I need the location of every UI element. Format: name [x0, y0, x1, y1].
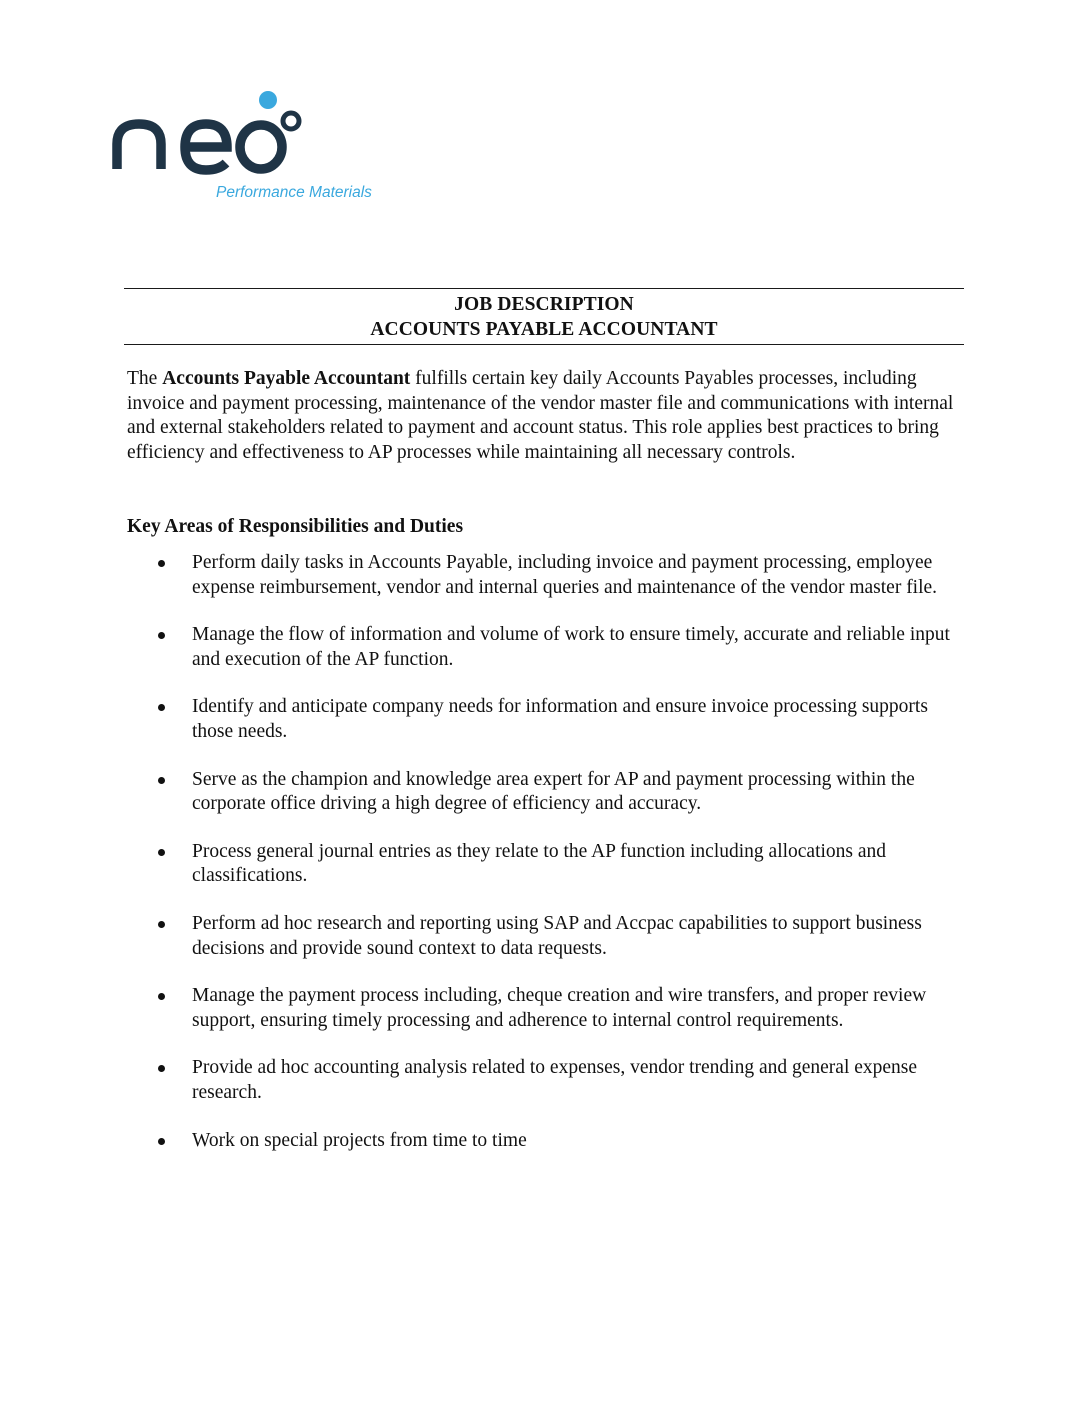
header-titles	[124, 289, 964, 344]
list-item	[127, 551, 962, 600]
list-item	[127, 840, 962, 889]
document-header	[124, 288, 964, 345]
bullet-icon	[158, 1138, 165, 1145]
duty-text: Provide ad hoc accounting analysis related to expenses, vendor trending and general expense research.	[192, 1057, 918, 1103]
list-item	[127, 984, 962, 1033]
bullet-icon	[158, 1065, 165, 1072]
duty-text: Process general journal entries as they relate to the AP function including allocations and classifications.	[192, 840, 887, 887]
duty-text: Perform ad hoc research and reporting using SAP and Accpac capabilities to support business decisions and provide sound context to data requests.	[192, 912, 922, 959]
section-heading: Key Areas of Responsibilities and Duties	[127, 516, 464, 537]
intro-paragraph	[127, 367, 957, 465]
bottom-rule	[124, 344, 964, 345]
list-item	[127, 695, 962, 744]
bullet-icon	[158, 993, 165, 1000]
duty-text: Manage the payment process including, cheque creation and wire transfers, and proper review support, ensuring timely processing and adherence to internal control requirements.	[192, 985, 927, 1031]
duty-text: Perform daily tasks in Accounts Payable, including invoice and payment processing, employee expense reimbursement, vendor and internal queries and maintenance of the vendor master file.	[192, 552, 938, 598]
duty-text: Manage the flow of information and volume of work to ensure timely, accurate and reliable input and execution of the AP function.	[192, 624, 950, 670]
document-type: JOB DESCRIPTION	[454, 294, 634, 315]
bullet-icon	[158, 777, 165, 784]
company-logo	[108, 86, 408, 206]
neo-logo-icon	[108, 86, 408, 206]
intro-role: Accounts Payable Accountant	[162, 368, 411, 389]
duty-text: Work on special projects from time to time	[192, 1129, 527, 1151]
duty-text: Serve as the champion and knowledge area expert for AP and payment processing within the corporate office driving a high degree of efficiency and accuracy.	[192, 768, 915, 815]
list-item	[127, 623, 962, 672]
intro-lead: The	[127, 368, 163, 389]
bullet-icon	[158, 921, 165, 928]
logo-tagline: Performance Materials	[216, 184, 372, 201]
list-item	[127, 912, 962, 961]
list-item	[127, 768, 962, 817]
duty-text: Identify and anticipate company needs for information and ensure invoice processing supports those needs.	[192, 696, 928, 742]
list-item	[127, 1056, 962, 1105]
bullet-icon	[158, 704, 165, 711]
bullet-icon	[158, 632, 165, 639]
bullet-icon	[158, 849, 165, 856]
job-title: ACCOUNTS PAYABLE ACCOUNTANT	[370, 319, 718, 340]
intro-text: fulfills certain key daily Accounts Payables processes, including invoice and payment processing, maintenance of the vendor master file and communications with internal and external stakeholders related to payment and account status. This role applies best practices to bring efficiency and effectiveness to AP processes while maintaining all necessary controls.	[127, 368, 954, 463]
bullet-icon	[158, 560, 165, 567]
list-item	[127, 1129, 962, 1154]
duties-list	[127, 551, 962, 1176]
